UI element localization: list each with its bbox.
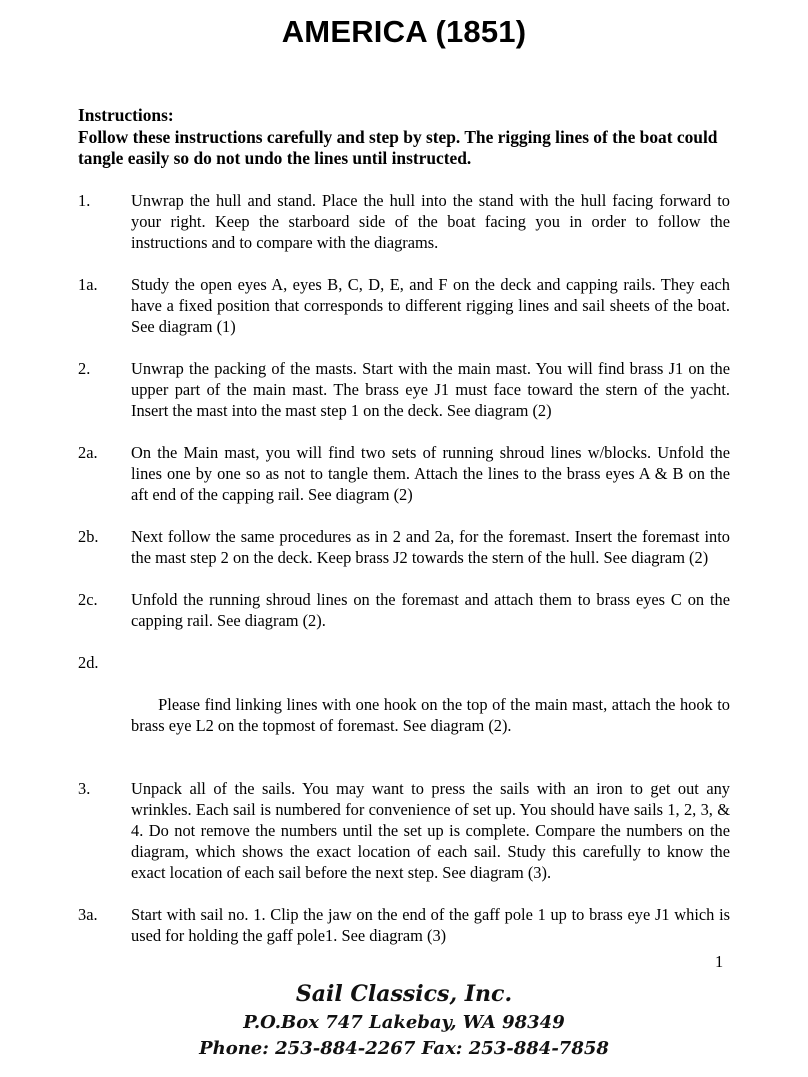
step-item	[78, 526, 730, 568]
step-number: 2d.	[78, 653, 99, 672]
step-item	[78, 274, 730, 337]
instructions-block	[78, 105, 738, 170]
step-item	[78, 778, 730, 883]
step-text: Unpack all of the sails. You may want to press the sails with an iron to get out any wrinkles. Each sail is numbered for convenience of set up. You should have sails 1, 2, 3, & 4. Do not remove the numbers until the set up is complete. Compare the numbers on the diagram, which shows the exact location of each sail. Study this carefully to know the exact location of each sail before the next step. See diagram (3).	[131, 779, 730, 882]
step-text: Next follow the same procedures as in 2 and 2a, for the foremast. Insert the foremast into the mast step 2 on the deck. Keep brass J2 towards the stern of the hull. See diagram (2)	[131, 527, 730, 567]
step-text: Start with sail no. 1. Clip the jaw on the end of the gaff pole 1 up to brass eye J1 which is used for holding the gaff pole1. See diagram (3)	[131, 905, 730, 945]
step-number: 3.	[78, 779, 91, 798]
company-name: Sail Classics, Inc.	[295, 981, 513, 1007]
step-item	[78, 904, 730, 946]
step-number: 2.	[78, 359, 91, 378]
step-item	[78, 442, 730, 505]
step-item	[78, 190, 730, 253]
step-item	[78, 589, 730, 631]
step-text: Please find linking lines with one hook on the top of the main mast, attach the hook to brass eye L2 on the topmost of foremast. See diagram (2).	[131, 695, 735, 735]
company-address: P.O.Box 747 Lakebay, WA 98349	[243, 1012, 565, 1033]
step-number: 1.	[78, 191, 91, 210]
company-footer	[0, 978, 808, 1062]
step-number: 2b.	[78, 527, 99, 546]
step-text: Unfold the running shroud lines on the foremast and attach them to brass eyes C on the capping rail. See diagram (2).	[131, 590, 730, 630]
step-number: 1a.	[78, 275, 98, 294]
step-text: Unwrap the packing of the masts. Start with the main mast. You will find brass J1 on the upper part of the main mast. The brass eye J1 must face toward the stern of the yacht. Insert the mast into the mast step 1 on the deck. See diagram (2)	[131, 359, 730, 420]
step-item	[78, 358, 730, 421]
step-number: 2a.	[78, 443, 98, 462]
step-number: 2c.	[78, 590, 98, 609]
page-number: 1	[715, 952, 724, 971]
page-title: AMERICA (1851)	[281, 14, 527, 49]
instructions-intro: Follow these instructions carefully and step by step. The rigging lines of the boat could tangle easily so do not undo the lines until instructed.	[78, 126, 718, 168]
instructions-heading: Instructions:	[78, 105, 174, 125]
step-number: 3a.	[78, 905, 98, 924]
step-text: On the Main mast, you will find two sets of running shroud lines w/blocks. Unfold the lines one by one so as not to tangle them. Attach the lines to the brass eyes A & B on the aft end of the capping rail. See diagram (2)	[131, 443, 730, 504]
step-text: Study the open eyes A, eyes B, C, D, E, and F on the deck and capping rails. They each have a fixed position that corresponds to different rigging lines and sail sheets of the boat. See diagram (1)	[131, 275, 730, 336]
step-text: Unwrap the hull and stand. Place the hull into the stand with the hull facing forward to your right. Keep the starboard side of the boat facing you in order to follow the instructions and to compare with the diagrams.	[131, 191, 730, 252]
step-item	[78, 652, 735, 757]
company-phone: Phone: 253-884-2267 Fax: 253-884-7858	[199, 1038, 609, 1059]
steps-list	[78, 190, 735, 946]
